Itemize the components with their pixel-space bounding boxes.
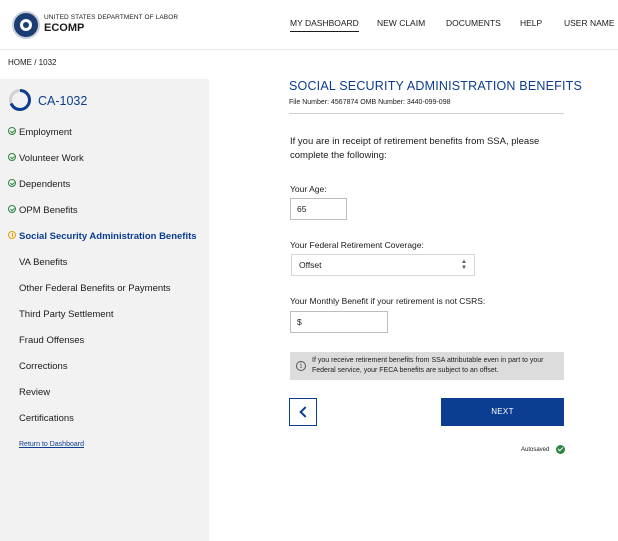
chevron-left-icon [299, 406, 310, 417]
form-id: CA-1032 [38, 94, 88, 108]
check-circle-icon [8, 179, 16, 187]
sidebar-item-label: OPM Benefits [19, 205, 78, 216]
intro-text: If you are in receipt of retirement benefits from SSA, please complete the following: [290, 136, 540, 161]
sidebar-item-label: Corrections [19, 361, 68, 372]
sidebar-item-review[interactable] [19, 387, 50, 398]
nav-my-dashboard[interactable]: MY DASHBOARD [290, 18, 359, 32]
coverage-select[interactable] [291, 254, 475, 276]
nav-help[interactable]: HELP [520, 18, 543, 28]
monthly-benefit-label: Your Monthly Benefit if your retirement is not CSRS: [290, 296, 486, 306]
back-button[interactable] [289, 398, 317, 426]
coverage-selected-value: Offset [299, 260, 322, 270]
progress-ring-icon [8, 88, 32, 112]
info-icon: i [296, 361, 306, 371]
sidebar-item-opm-benefits[interactable] [8, 205, 78, 216]
sidebar-item-dependents[interactable] [8, 179, 70, 190]
sidebar-item-fraud-offenses[interactable] [19, 335, 84, 346]
nav-documents[interactable]: DOCUMENTS [446, 18, 501, 28]
dol-seal-logo [12, 11, 40, 39]
sidebar-item-label: Fraud Offenses [19, 335, 85, 346]
notice-text: If you receive retirement benefits from SSA attributable even in part to your Federal service, your FECA benefits are subject to an offset. [312, 357, 544, 374]
offset-notice [290, 352, 564, 380]
sidebar-item-va-benefits[interactable] [19, 257, 67, 268]
autosaved-status: Autosaved [521, 447, 550, 453]
coverage-label: Your Federal Retirement Coverage: [290, 240, 424, 250]
select-updown-icon: ▲ ▼ [461, 259, 467, 271]
sidebar-item-label: Certifications [19, 413, 74, 424]
next-button[interactable]: NEXT [441, 398, 564, 426]
age-input[interactable] [290, 198, 347, 220]
sidebar-item-label: Other Federal Benefits or Payments [19, 283, 171, 294]
file-info: File Number: 4567874 OMB Number: 3440-099-098 [289, 99, 451, 106]
sidebar-item-other-federal-benefits[interactable] [19, 283, 171, 294]
sidebar-item-label: Dependents [19, 179, 71, 190]
check-circle-icon [8, 205, 16, 213]
page-title: SOCIAL SECURITY ADMINISTRATION BENEFITS [289, 79, 583, 93]
brand-name[interactable]: ECOMP [44, 22, 85, 34]
return-to-dashboard-link[interactable]: Return to Dashboard [19, 441, 84, 448]
sidebar-item-label: VA Benefits [19, 257, 68, 268]
sidebar-item-label: Review [19, 387, 51, 398]
sidebar-item-ssa-benefits[interactable] [8, 231, 197, 242]
sidebar-item-third-party-settlement[interactable] [19, 309, 114, 320]
check-circle-icon [8, 127, 16, 135]
sidebar-item-label: Employment [19, 127, 72, 138]
sidebar [0, 79, 209, 541]
nav-new-claim[interactable]: NEW CLAIM [377, 18, 426, 28]
monthly-benefit-input[interactable] [290, 311, 388, 333]
breadcrumb[interactable]: HOME / 1032 [8, 58, 57, 67]
sidebar-item-corrections[interactable] [19, 361, 68, 372]
age-label: Your Age: [290, 184, 327, 194]
check-circle-icon [8, 153, 16, 161]
title-divider [289, 113, 564, 114]
alert-circle-icon [8, 231, 16, 239]
top-header [0, 0, 618, 50]
sidebar-item-label: Volunteer Work [19, 153, 84, 164]
sidebar-item-certifications[interactable] [19, 413, 74, 424]
department-name: UNITED STATES DEPARTMENT OF LABOR [44, 14, 179, 21]
sidebar-item-employment[interactable] [8, 127, 72, 138]
nav-user-name[interactable]: USER NAME [564, 18, 615, 28]
sidebar-item-label: Third Party Settlement [19, 309, 114, 320]
autosaved-check-icon [556, 445, 565, 454]
sidebar-item-volunteer-work[interactable] [8, 153, 84, 164]
sidebar-item-label: Social Security Administration Benefits [19, 231, 197, 242]
